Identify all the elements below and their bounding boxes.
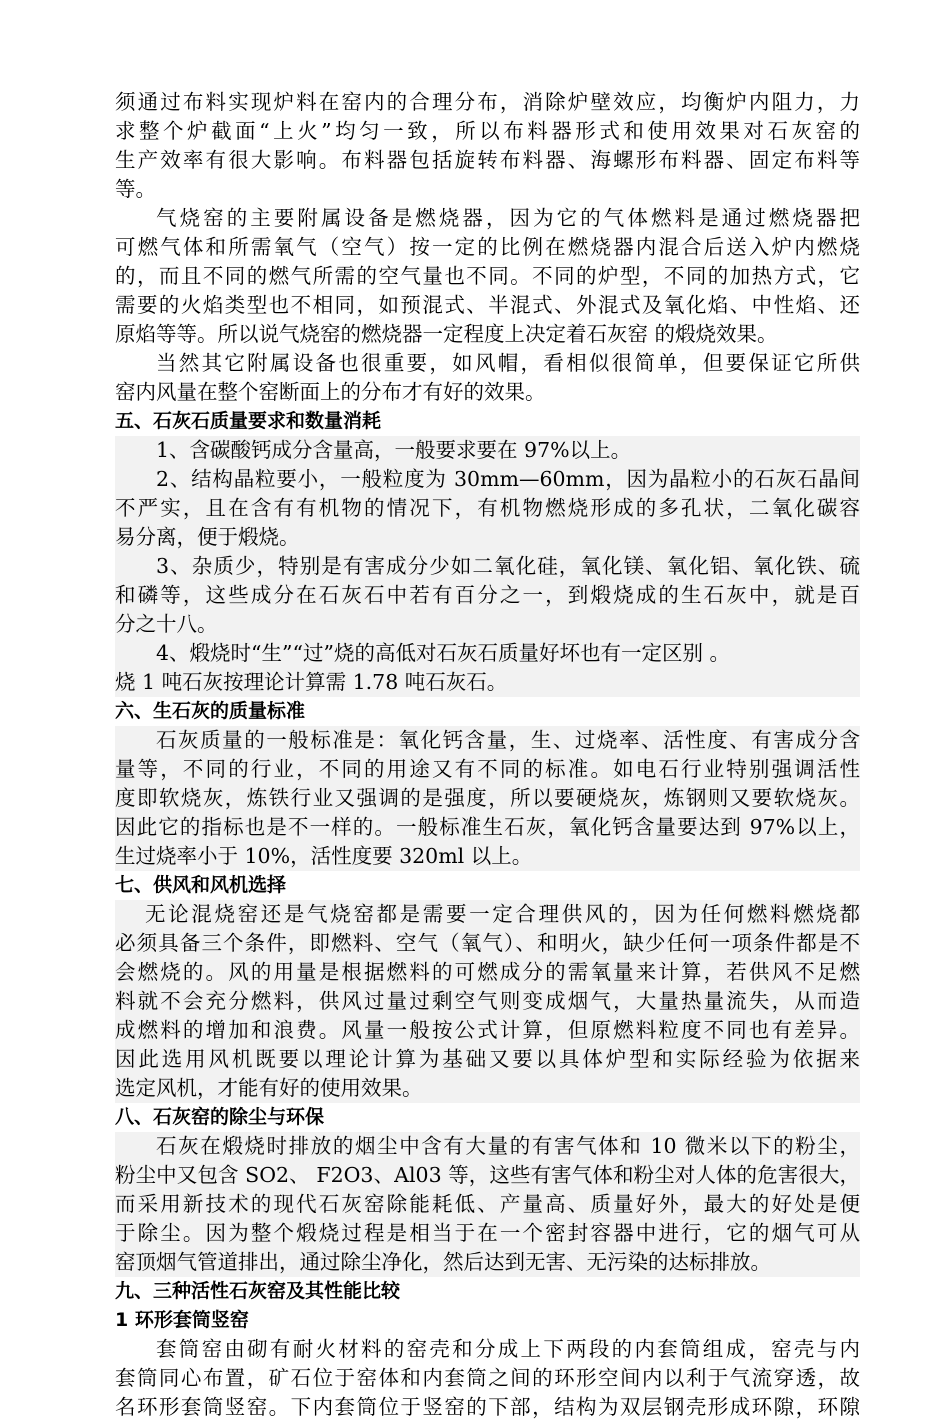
text-line: 度即软烧灰，炼铁行业又强调的是强度，所以要硬烧灰，炼钢则又要软烧灰。	[115, 786, 860, 810]
text-line: 必须具备三个条件，即燃料、空气（氧气）、和明火，缺少任何一项条件都是不	[115, 931, 860, 955]
section-6-body	[115, 726, 860, 871]
text-line: 名环形套筒竖窑。下内套筒位于竖窑的下部，结构为双层钢壳形成环隙，环隙	[115, 1395, 860, 1419]
text-line: 选定风机，才能有好的使用效果。	[115, 1076, 423, 1100]
text-line: 3、杂质少，特别是有害成分少如二氧化硅，氧化镁、氧化铝、氧化铁、硫	[156, 554, 860, 578]
text-line: 因此选用风机既要以理论计算为基础又要以具体炉型和实际经验为依据来	[115, 1047, 860, 1071]
text-line: 1、含碳酸钙成分含量高，一般要求要在 97%以上。	[156, 438, 632, 462]
text-line: 可燃气体和所需氧气（空气）按一定的比例在燃烧器内混合后送入炉内燃烧	[115, 235, 860, 259]
text-line: 石灰质量的一般标准是：氧化钙含量，生、过烧率、活性度、有害成分含	[156, 728, 860, 752]
text-line: 须通过布料实现炉料在窑内的合理分布，消除炉壁效应，均衡炉内阻力，力	[115, 90, 860, 114]
text-line: 和磷等，这些成分在石灰石中若有百分之一，到煅烧成的生石灰中，就是百	[115, 583, 860, 607]
text-line: 成燃料的增加和浪费。风量一般按公式计算，但原燃料粒度不同也有差异。	[115, 1018, 860, 1042]
text-line: 而采用新技术的现代石灰窑除能耗低、产量高、质量好外，最大的好处是便	[115, 1192, 860, 1216]
text-line: 窑顶烟气管道排出，通过除尘净化，然后达到无害、无污染的达标排放。	[115, 1250, 771, 1274]
document-page	[115, 88, 860, 1422]
text-line: 套筒同心布置，矿石位于窑体和内套筒之间的环形空间内以利于气流穿透，故	[115, 1366, 860, 1390]
paragraph-other-equipment	[115, 349, 860, 407]
text-line: 需要的火焰类型也不相同，如预混式、半混式、外混式及氧化焰、中性焰、还	[115, 293, 860, 317]
subsection-heading-9-1: 1 环形套筒竖窑	[115, 1309, 249, 1331]
text-line: 4、煅烧时“生”“过”烧的高低对石灰石质量好坏也有一定区别 。	[156, 641, 730, 665]
section-5-body	[115, 436, 860, 697]
paragraph-distributor	[115, 88, 860, 204]
section-heading-6: 六、生石灰的质量标准	[115, 700, 306, 722]
text-line: 求整个炉截面“上火”均匀一致，所以布料器形式和使用效果对石灰窑的	[115, 119, 860, 143]
text-line: 窑内风量在整个窑断面上的分布才有好的效果。	[115, 380, 546, 404]
section-heading-9: 九、三种活性石灰窑及其性能比较	[115, 1280, 401, 1302]
text-line: 不严实，且在含有有机物的情况下，有机物燃烧形成的多孔状，二氧化碳容	[115, 496, 860, 520]
text-line: 生产效率有很大影响。布料器包括旋转布料器、海螺形布料器、固定布料等	[115, 148, 860, 172]
text-line: 原焰等等。所以说气烧窑的燃烧器一定程度上决定着石灰窑 的煅烧效果。	[115, 322, 778, 346]
text-line: 易分离，便于煅烧。	[115, 525, 300, 549]
section-heading-5: 五、石灰石质量要求和数量消耗	[115, 410, 382, 432]
text-line: 烧 1 吨石灰按理论计算需 1.78 吨石灰石。	[115, 670, 508, 694]
text-line: 料就不会充分燃料，供风过量过剩空气则变成烟气，大量热量流失，从而造	[115, 989, 860, 1013]
text-line: 等。	[115, 177, 156, 201]
text-line: 石灰在煅烧时排放的烟尘中含有大量的有害气体和 10 微米以下的粉尘，	[156, 1134, 860, 1158]
text-line: 的，而且不同的燃气所需的空气量也不同。不同的炉型，不同的加热方式，它	[115, 264, 860, 288]
paragraph-burner	[115, 204, 860, 349]
text-line: 粉尘中又包含 SO2、 F2O3、Al03 等，这些有害气体和粉尘对人体的危害很大，	[115, 1163, 860, 1187]
section-8-body	[115, 1132, 860, 1277]
text-line: 当然其它附属设备也很重要，如风帽，看相似很简单，但要保证它所供	[156, 351, 860, 375]
text-line: 无论混烧窑还是气烧窑都是需要一定合理供风的，因为任何燃料燃烧都	[145, 902, 860, 926]
text-line: 生过烧率小于 10%，活性度要 320ml 以上。	[115, 844, 533, 868]
text-line: 分之十八。	[115, 612, 218, 636]
text-line: 气烧窑的主要附属设备是燃烧器，因为它的气体燃料是通过燃烧器把	[156, 206, 860, 230]
text-line: 因此它的指标也是不一样的。一般标准生石灰，氧化钙含量要达到 97%以上，	[115, 815, 860, 839]
text-line: 2、结构晶粒要小，一般粒度为 30mm—60mm，因为晶粒小的石灰石晶间	[156, 467, 860, 491]
text-line: 量等，不同的行业，不同的用途又有不同的标准。如电石行业特别强调活性	[115, 757, 860, 781]
section-heading-7: 七、供风和风机选择	[115, 874, 287, 896]
section-9-1-body	[115, 1335, 860, 1422]
section-heading-8: 八、石灰窑的除尘与环保	[115, 1106, 325, 1128]
section-7-body	[115, 900, 860, 1103]
text-line: 套筒窑由砌有耐火材料的窑壳和分成上下两段的内套筒组成，窑壳与内	[156, 1337, 860, 1361]
text-line: 会燃烧的。风的用量是根据燃料的可燃成分的需氧量来计算，若供风不足燃	[115, 960, 860, 984]
text-line: 于除尘。因为整个煅烧过程是相当于在一个密封容器中进行，它的烟气可从	[115, 1221, 860, 1245]
